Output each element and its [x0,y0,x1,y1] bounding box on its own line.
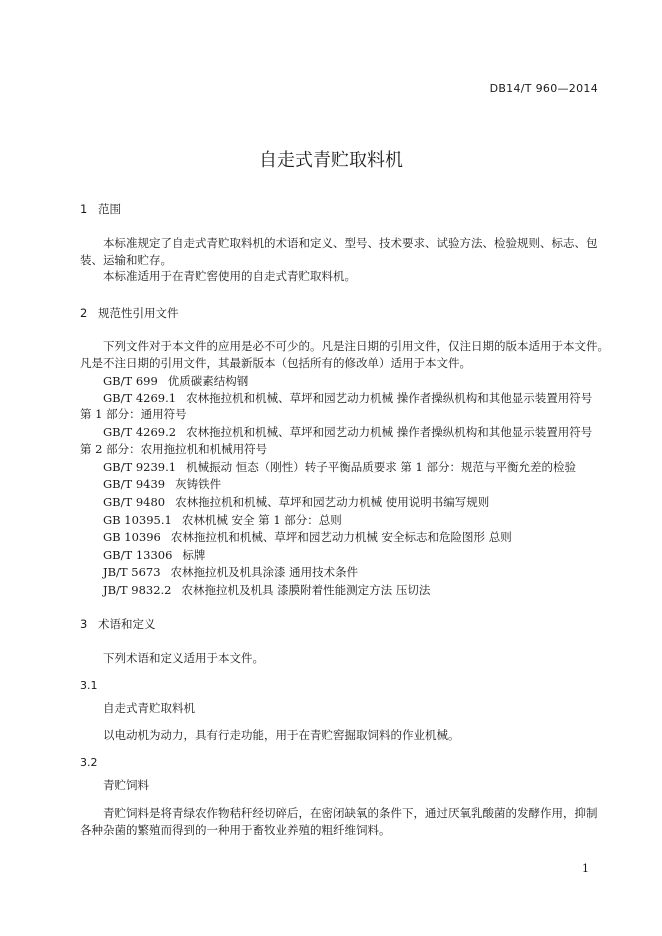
standard-code: DB14/T 960—2014 [489,82,598,95]
section-title: 规范性引用文件 [98,306,179,320]
reference-continuation: 第 2 部分：农用拖拉机和机械用符号 [80,442,268,456]
reference-title: 机械振动 恒态（刚性）转子平衡品质要求 第 1 部分：规范与平衡允差的检验 [186,460,577,474]
section-title: 术语和定义 [98,617,156,631]
reference-item [103,494,489,510]
reference-code: GB/T 4269.2 [103,425,177,439]
terms-intro: 下列术语和定义适用于本文件。 [103,651,264,665]
reference-item [103,529,512,545]
reference-code: GB/T 9439 [103,477,166,491]
scope-paragraph-2: 本标准适用于在青贮窖使用的自走式青贮取料机。 [103,269,356,283]
reference-title: 优质碳素结构钢 [167,374,249,388]
reference-item [103,512,342,528]
term-name: 自走式青贮取料机 [103,701,195,715]
term-name: 青贮饲料 [103,778,149,792]
reference-code: GB/T 4269.1 [103,391,177,405]
reference-code: JB/T 5673 [103,565,161,579]
section-title: 范围 [98,202,121,216]
reference-code: GB/T 9239.1 [103,460,177,474]
reference-title: 农林机械 安全 第 1 部分：总则 [181,513,342,527]
section-1-heading [80,201,121,217]
reference-title: 标牌 [182,548,206,562]
reference-code: GB/T 9480 [103,495,166,509]
reference-code: GB/T 13306 [103,548,173,562]
term-definition-line-1: 青贮饲料是将青绿农作物秸秆经切碎后，在密闭缺氧的条件下，通过厌氧乳酸菌的发酵作用，抑制 [103,806,598,820]
reference-code: GB 10395.1 [103,513,172,527]
reference-continuation: 第 1 部分：通用符号 [80,407,187,421]
reference-title: 农林拖拉机和机械、草坪和园艺动力机械 操作者操纵机构和其他显示装置用符号 [186,425,593,439]
page-number: 1 [582,862,589,875]
reference-code: GB/T 699 [103,374,158,388]
section-number: 3 [80,617,88,631]
document-title: 自走式青贮取料机 [259,150,403,171]
reference-title: 农林拖拉机及机具涂漆 通用技术条件 [170,565,359,579]
section-number: 1 [80,202,88,216]
term-number: 3.2 [80,756,98,769]
term-number: 3.1 [80,679,98,692]
reference-item [103,459,576,475]
reference-item [103,476,221,492]
reference-item [103,373,248,389]
section-3-heading [80,616,156,632]
reference-title: 农林拖拉机和机械、草坪和园艺动力机械 安全标志和危险图形 总则 [170,530,512,544]
term-definition: 以电动机为动力，具有行走功能，用于在青贮窖掘取饲料的作业机械。 [103,728,460,742]
reference-title: 农林拖拉机和机械、草坪和园艺动力机械 操作者操纵机构和其他显示装置用符号 [186,391,593,405]
scope-paragraph-1-line-2: 装、运输和贮存。 [80,253,172,267]
reference-code: JB/T 9832.2 [103,583,172,597]
reference-code: GB 10396 [103,530,161,544]
reference-title: 灰铸铁件 [175,477,222,491]
reference-title: 农林拖拉机和机械、草坪和园艺动力机械 使用说明书编写规则 [175,495,490,509]
reference-item [103,424,592,440]
reference-title: 农林拖拉机及机具 漆膜附着性能测定方法 压切法 [181,583,431,597]
section-number: 2 [80,306,88,320]
reference-item [103,390,592,406]
reference-item [103,564,358,580]
references-intro-line-2: 凡是不注日期的引用文件，其最新版本（包括所有的修改单）适用于本文件。 [80,356,471,370]
term-definition-line-2: 各种杂菌的繁殖而得到的一种用于畜牧业养殖的粗纤维饲料。 [80,823,391,837]
reference-item [103,547,205,563]
section-2-heading [80,305,179,321]
reference-item [103,582,430,598]
scope-paragraph-1-line-1: 本标准规定了自走式青贮取料机的术语和定义、型号、技术要求、试验方法、检验规则、标志、包 [103,236,598,250]
references-intro-line-1: 下列文件对于本文件的应用是必不可少的。凡是注日期的引用文件，仅注日期的版本适用于本文件。 [103,339,609,353]
